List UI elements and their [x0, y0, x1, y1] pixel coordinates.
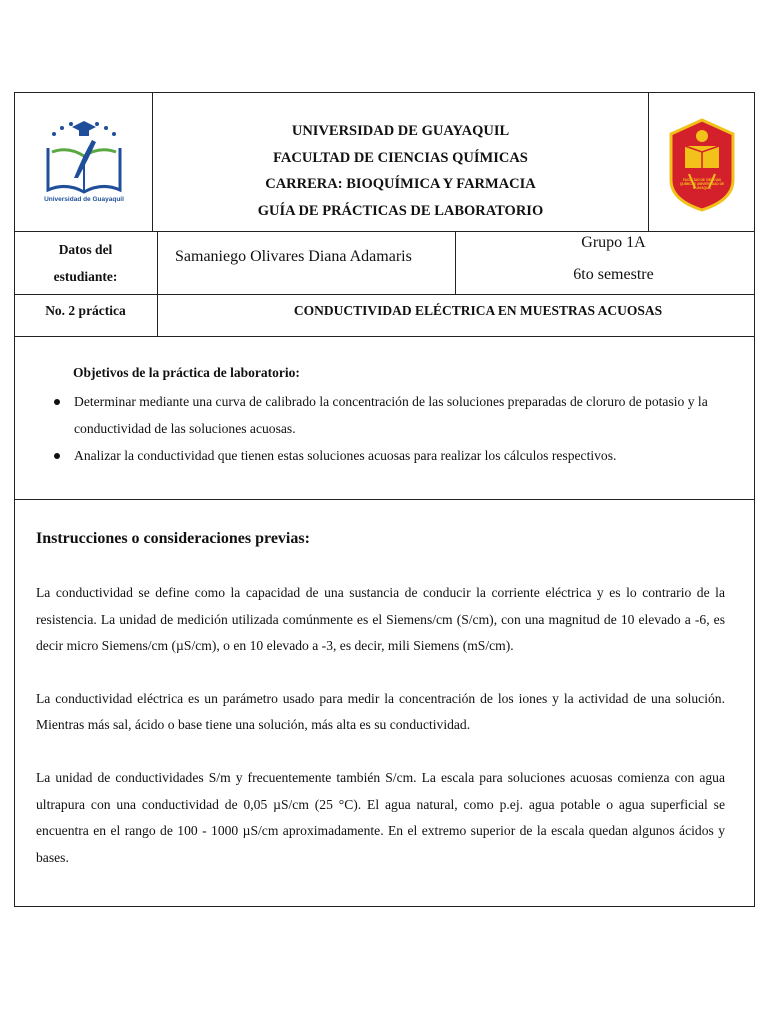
paragraph: La unidad de conductividades S/m y frecuentemente también S/cm. La escala para soluciones acuosas comienza con agua ultrapura con una conductividad de 0,05 µS/cm (25 °C). El agua natural, como p.ej. agua potable o agua superficial se encuentra en el rango de 100 - 1000 µS/cm aproximadamente. En el extremo superior de la escala quedan algunos ácidos y bases. — [36, 769, 725, 865]
bullet-icon — [54, 399, 60, 405]
list-item: Analizar la conductividad que tienen estas soluciones acuosas para realizar los cálculos respectivos. — [50, 442, 745, 469]
student-semester: 6to semestre — [573, 266, 654, 283]
university-logo-caption: Universidad de Guayaquil — [44, 196, 124, 203]
student-group-block — [456, 231, 768, 285]
university-name: UNIVERSIDAD DE GUAYAQUIL — [291, 123, 510, 139]
divider — [648, 92, 649, 231]
faculty-name: FACULTAD DE CIENCIAS QUÍMICAS — [273, 149, 528, 166]
student-label-line2: estudiante: — [53, 269, 118, 284]
paragraph: La conductividad se define como la capacidad de una sustancia de conducir la corriente eléctrica y es lo contrario de la resistencia. La unidad de medición utilizada comúnmente es el Siemens/cm (S/cm), con una magnitud de 10 elevado a -6, es decir micro Siemens/cm (µS/cm), o en 10 elevado a -3, es decir, mili Siemens (mS/cm). — [36, 585, 725, 654]
list-item: Determinar mediante una curva de calibrado la concentración de las soluciones preparadas de cloruro de potasio y la conductividad de las soluciones acuosas. — [50, 388, 745, 442]
divider — [157, 231, 158, 336]
objectives-list — [50, 388, 745, 469]
instructions-heading: Instrucciones o consideraciones previas: — [36, 530, 310, 547]
faculty-shield-logo — [669, 118, 735, 212]
practice-number: No. 2 práctica — [45, 303, 126, 318]
objectives-heading: Objetivos de la práctica de laboratorio: — [73, 365, 300, 380]
paragraph: La conductividad eléctrica es un parámetro usado para medir la concentración de los iones y la actividad de una solución. Mientras más sal, ácido o base tiene una solución, más alta es su conductividad. — [36, 690, 725, 733]
instructions-body — [36, 580, 725, 871]
divider — [14, 294, 755, 295]
bullet-icon — [54, 453, 60, 459]
student-label-line1: Datos del — [58, 242, 113, 257]
career-name: CARRERA: BIOQUÍMICA Y FARMACIA — [265, 176, 536, 192]
guide-title: GUÍA DE PRÁCTICAS DE LABORATORIO — [257, 202, 544, 219]
university-logo — [34, 118, 134, 210]
student-name: Samaniego Olivares Diana Adamaris — [175, 248, 412, 265]
practice-title: CONDUCTIVIDAD ELÉCTRICA EN MUESTRAS ACUOSAS — [293, 303, 663, 318]
header-titles — [153, 118, 648, 224]
student-group: Grupo 1A — [581, 234, 646, 251]
student-label — [14, 236, 157, 290]
divider — [14, 336, 755, 337]
faculty-shield-caption: FACULTAD DE CIENCIAS QUÍMICAS UNIVERSIDAD DE GUAYAQUIL — [679, 178, 725, 190]
shield-icon — [669, 118, 735, 212]
